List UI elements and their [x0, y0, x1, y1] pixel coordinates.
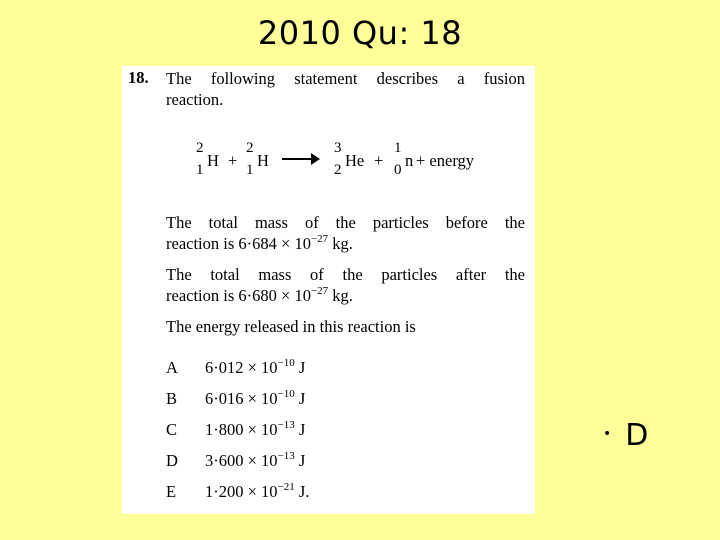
- reactant-2-atomic-number: 1: [246, 162, 254, 178]
- question-intro: [166, 68, 525, 110]
- reaction-arrow-icon: [282, 158, 318, 160]
- mass-before: [166, 212, 525, 257]
- product-1-atomic-number: 2: [334, 162, 342, 178]
- reactant-2-symbol: H: [257, 151, 269, 170]
- mass-before-value: reaction is 6·684 × 10: [166, 234, 311, 253]
- option-letter: C: [166, 420, 178, 439]
- mass-after-value: reaction is 6·680 × 10: [166, 286, 311, 305]
- option-letter: D: [166, 451, 178, 470]
- option-value: $6\cdot 012 \times 10^{-10}$ J: [205, 357, 306, 377]
- mass-after: [166, 264, 525, 309]
- slide-title: 2010 Qu: 18: [257, 14, 463, 52]
- mass-after-line-2: [166, 285, 525, 309]
- option-value: $6\cdot 016 \times 10^{-10}$ J: [205, 388, 306, 408]
- question-prompt: The energy released in this reaction is: [166, 317, 416, 336]
- answer-bullet: [603, 418, 648, 453]
- bullet-icon: •: [603, 426, 612, 442]
- mass-before-exponent: −27: [310, 233, 329, 245]
- product-2-symbol: n: [405, 151, 414, 170]
- product-1-symbol: He: [345, 151, 365, 170]
- reactant-1-atomic-number: 1: [196, 162, 204, 178]
- mass-before-unit: kg.: [328, 234, 353, 253]
- option-letter: A: [166, 358, 178, 377]
- equation-energy: + energy: [416, 151, 475, 170]
- mass-after-line-1: The total mass of the particles after the: [166, 265, 525, 284]
- question-number: 18.: [128, 68, 149, 87]
- product-1-mass-number: 3: [334, 140, 342, 156]
- product-2-atomic-number: 0: [394, 162, 402, 178]
- intro-line-1: The following statement describes a fusion: [166, 69, 525, 88]
- answer-text: D: [625, 418, 649, 453]
- mass-before-line-1: The total mass of the particles before the: [166, 213, 525, 232]
- mass-after-unit: kg.: [328, 286, 353, 305]
- option-value: $3\cdot 600 \times 10^{-13}$ J: [205, 450, 306, 470]
- reactant-2-mass-number: 2: [246, 140, 254, 156]
- intro-line-2: reaction.: [166, 90, 224, 109]
- option-letter: E: [166, 482, 177, 501]
- mass-after-exponent: −27: [310, 285, 329, 297]
- option-value: $1\cdot 200 \times 10^{-21}$ J.: [205, 481, 310, 501]
- option-letter: B: [166, 389, 178, 408]
- question-panel: [122, 66, 535, 514]
- plus-sign-1: +: [228, 151, 238, 170]
- option-value: $1\cdot 800 \times 10^{-13}$ J: [205, 419, 306, 439]
- reactant-1-mass-number: 2: [196, 140, 204, 156]
- product-2-mass-number: 1: [394, 140, 402, 156]
- reactant-1-symbol: H: [207, 151, 219, 170]
- plus-sign-2: +: [374, 151, 384, 170]
- mass-before-line-2: [166, 233, 525, 257]
